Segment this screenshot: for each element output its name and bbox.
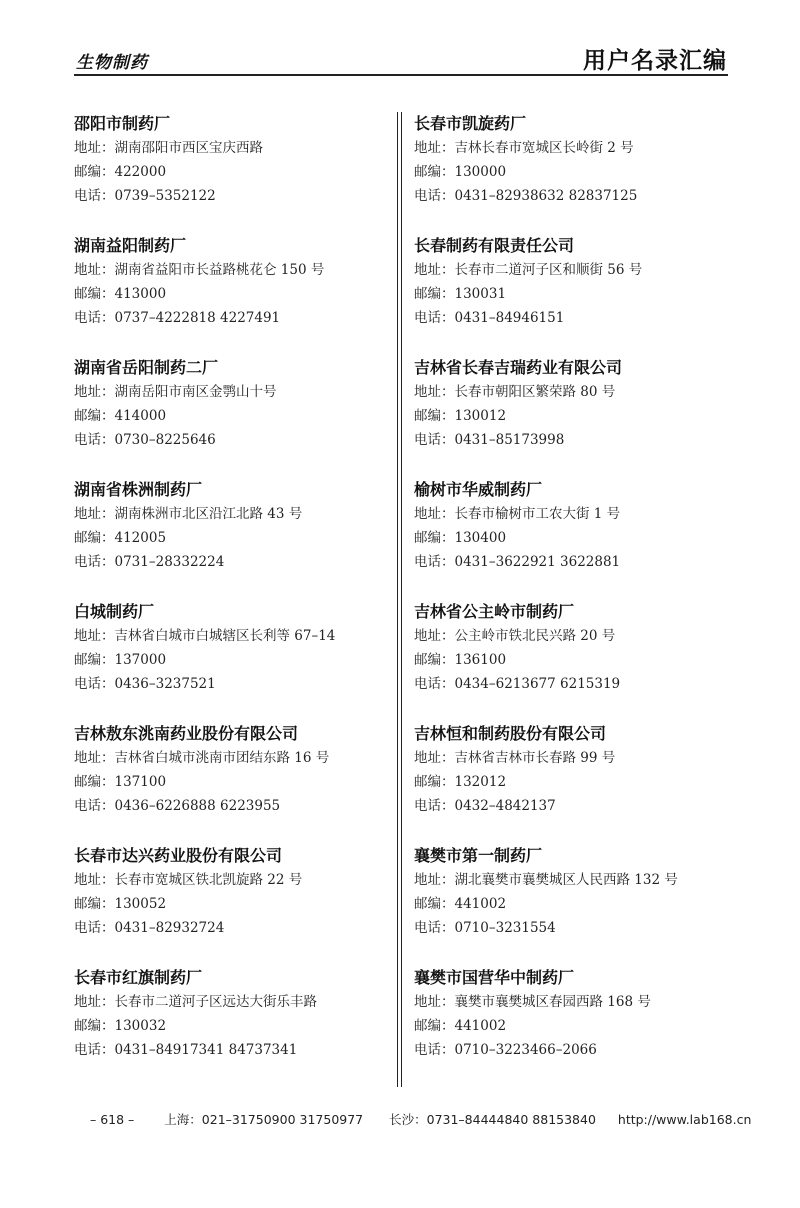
- directory-entry: [414, 478, 734, 600]
- directory-entry: [74, 966, 394, 1088]
- directory-entry: [74, 600, 394, 722]
- company-phone: 电话：0431–84946151: [414, 310, 565, 326]
- company-name: 长春市达兴药业股份有限公司: [74, 846, 283, 865]
- company-postcode: 邮编：137000: [74, 652, 167, 668]
- directory-entry: [414, 722, 734, 844]
- company-address: 地址：长春市榆树市工农大街 1 号: [414, 506, 621, 522]
- company-postcode: 邮编：130031: [414, 286, 507, 302]
- company-name: 襄樊市国营华中制药厂: [414, 968, 575, 987]
- company-name: 湖南省岳阳制药二厂: [74, 358, 219, 377]
- company-name: 吉林省长春吉瑞药业有限公司: [414, 358, 623, 377]
- company-name: 白城制药厂: [74, 602, 155, 621]
- directory-entry: [414, 112, 734, 234]
- company-postcode: 邮编：130000: [414, 164, 507, 180]
- company-address: 地址：湖北襄樊市襄樊城区人民西路 132 号: [414, 872, 678, 888]
- company-name: 榆树市华威制药厂: [414, 480, 543, 499]
- page-number: – 618 –: [90, 1112, 135, 1127]
- directory-entry: [74, 844, 394, 966]
- company-name: 长春制药有限责任公司: [414, 236, 575, 255]
- company-phone: 电话：0434–6213677 6215319: [414, 676, 621, 692]
- company-address: 地址：吉林省白城市洮南市团结东路 16 号: [74, 750, 330, 766]
- company-phone: 电话：0710–3223466–2066: [414, 1042, 597, 1058]
- column-divider: [397, 112, 402, 1087]
- shanghai-contact: 上海：021–31750900 31750977: [164, 1112, 364, 1127]
- directory-entry: [74, 112, 394, 234]
- company-address: 地址：长春市朝阳区繁荣路 80 号: [414, 384, 616, 400]
- company-name: 襄樊市第一制药厂: [414, 846, 543, 865]
- company-postcode: 邮编：130052: [74, 896, 167, 912]
- company-phone: 电话：0431–85173998: [414, 432, 565, 448]
- company-phone: 电话：0730–8225646: [74, 432, 216, 448]
- company-name: 湖南益阳制药厂: [74, 236, 187, 255]
- company-name: 湖南省株洲制药厂: [74, 480, 203, 499]
- company-phone: 电话：0431–82938632 82837125: [414, 188, 638, 204]
- company-postcode: 邮编：414000: [74, 408, 167, 424]
- company-address: 地址：湖南株洲市北区沿江北路 43 号: [74, 506, 303, 522]
- book-title: 用户名录汇编: [583, 48, 727, 74]
- company-address: 地址：吉林长春市宽城区长岭街 2 号: [414, 140, 634, 156]
- company-postcode: 邮编：413000: [74, 286, 167, 302]
- company-postcode: 邮编：422000: [74, 164, 167, 180]
- company-postcode: 邮编：441002: [414, 1018, 507, 1034]
- company-phone: 电话：0431–3622921 3622881: [414, 554, 621, 570]
- directory-entry: [414, 966, 734, 1088]
- company-address: 地址：吉林省白城市白城辖区长利等 67–14: [74, 628, 336, 644]
- directory-entry: [74, 356, 394, 478]
- directory-entry: [74, 478, 394, 600]
- company-name: 长春市红旗制药厂: [74, 968, 203, 987]
- company-phone: 电话：0431–84917341 84737341: [74, 1042, 298, 1058]
- company-address: 地址：长春市二道河子区和顺街 56 号: [414, 262, 643, 278]
- company-phone: 电话：0431–82932724: [74, 920, 225, 936]
- company-postcode: 邮编：130012: [414, 408, 507, 424]
- changsha-contact: 长沙：0731–84444840 88153840: [389, 1112, 596, 1127]
- left-column: [74, 112, 394, 1088]
- directory-entry: [414, 356, 734, 478]
- company-address: 地址：长春市二道河子区远达大街乐丰路: [74, 994, 317, 1010]
- company-postcode: 邮编：130400: [414, 530, 507, 546]
- right-column: [414, 112, 734, 1088]
- company-postcode: 邮编：137100: [74, 774, 167, 790]
- company-address: 地址：长春市宽城区铁北凯旋路 22 号: [74, 872, 303, 888]
- website-link[interactable]: http://www.lab168.cn: [617, 1112, 752, 1127]
- company-name: 吉林恒和制药股份有限公司: [414, 724, 607, 743]
- company-name: 吉林敖东洮南药业股份有限公司: [74, 724, 299, 743]
- company-address: 地址：湖南邵阳市西区宝庆西路: [74, 140, 263, 156]
- directory-entry: [414, 600, 734, 722]
- section-title: 生物制药: [76, 53, 148, 73]
- company-address: 地址：公主岭市铁北民兴路 20 号: [414, 628, 616, 644]
- company-name: 邵阳市制药厂: [74, 114, 171, 133]
- company-postcode: 邮编：412005: [74, 530, 167, 546]
- directory-entry: [74, 722, 394, 844]
- page-footer: [90, 1110, 751, 1128]
- company-name: 吉林省公主岭市制药厂: [414, 602, 575, 621]
- company-address: 地址：湖南省益阳市长益路桃花仑 150 号: [74, 262, 325, 278]
- directory-entry: [414, 844, 734, 966]
- company-address: 地址：襄樊市襄樊城区春园西路 168 号: [414, 994, 651, 1010]
- header-rule: [74, 74, 728, 76]
- company-phone: 电话：0436–6226888 6223955: [74, 798, 281, 814]
- company-phone: 电话：0710–3231554: [414, 920, 556, 936]
- company-phone: 电话：0432–4842137: [414, 798, 556, 814]
- company-address: 地址：湖南岳阳市南区金鹗山十号: [74, 384, 277, 400]
- company-address: 地址：吉林省吉林市长春路 99 号: [414, 750, 616, 766]
- company-phone: 电话：0737–4222818 4227491: [74, 310, 281, 326]
- company-phone: 电话：0436–3237521: [74, 676, 216, 692]
- company-postcode: 邮编：132012: [414, 774, 507, 790]
- directory-entry: [414, 234, 734, 356]
- company-postcode: 邮编：441002: [414, 896, 507, 912]
- company-postcode: 邮编：130032: [74, 1018, 167, 1034]
- company-postcode: 邮编：136100: [414, 652, 507, 668]
- directory-entry: [74, 234, 394, 356]
- company-phone: 电话：0731–28332224: [74, 554, 225, 570]
- company-phone: 电话：0739–5352122: [74, 188, 216, 204]
- company-name: 长春市凯旋药厂: [414, 114, 527, 133]
